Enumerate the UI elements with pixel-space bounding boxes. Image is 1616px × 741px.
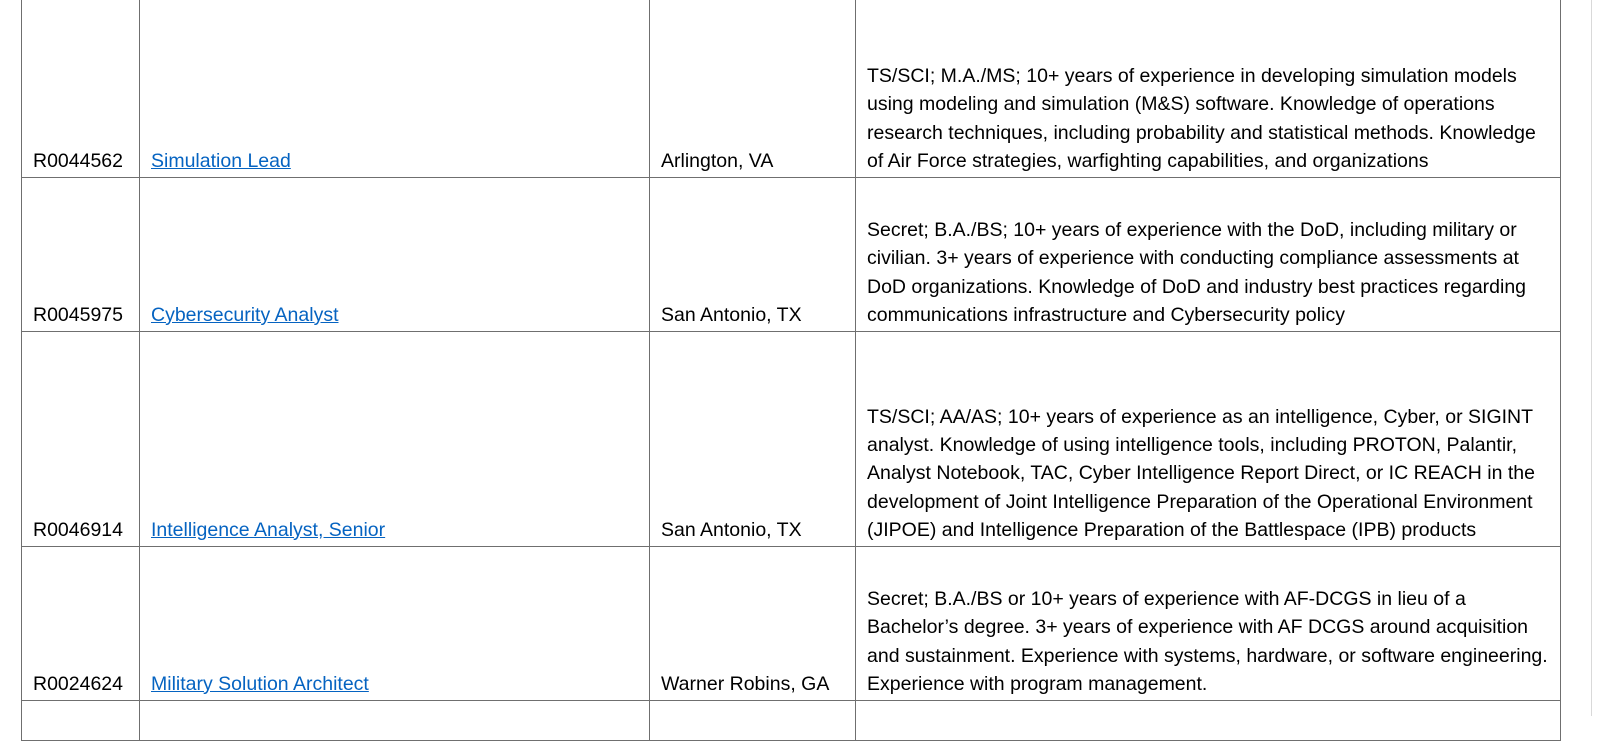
empty-cell [650,701,856,741]
job-title-link[interactable]: Cybersecurity Analyst [151,303,339,326]
job-location-cell: Arlington, VA [650,0,856,178]
empty-cell [856,701,1561,741]
table-row [22,0,1561,178]
jobs-table [21,0,1561,741]
empty-cell [140,701,650,741]
job-title-link[interactable]: Simulation Lead [151,149,291,172]
job-title-cell [140,332,650,547]
page-edge-divider [1591,0,1592,716]
job-location-cell: San Antonio, TX [650,178,856,332]
job-title-cell [140,0,650,178]
table-row [22,332,1561,547]
job-qualifications-cell: Secret; B.A./BS or 10+ years of experience with AF-DCGS in lieu of a Bachelor’s degree. 3+ years of experience with AF DCGS around acquisition and sustainment. Experience with systems, hardware, or software engineering. Experience with program management. [856,547,1561,701]
table-row [22,178,1561,332]
job-id-cell: R0045975 [22,178,140,332]
job-id-cell: R0046914 [22,332,140,547]
job-title-link[interactable]: Military Solution Architect [151,672,369,695]
job-qualifications-cell: TS/SCI; M.A./MS; 10+ years of experience in developing simulation models using modeling and simulation (M&S) software. Knowledge of operations research techniques, including probability and statistical methods. Knowledge of Air Force strategies, warfighting capabilities, and organizations [856,0,1561,178]
job-id-cell: R0044562 [22,0,140,178]
job-location-cell: Warner Robins, GA [650,547,856,701]
job-qualifications-cell: Secret; B.A./BS; 10+ years of experience with the DoD, including military or civilian. 3+ years of experience with conducting compliance assessments at DoD organizations. Knowledge of DoD and industry best practices regarding communications infrastructure and Cybersecurity policy [856,178,1561,332]
job-title-cell [140,178,650,332]
table-row-partial [22,701,1561,741]
empty-cell [22,701,140,741]
job-title-cell [140,547,650,701]
job-id-cell: R0024624 [22,547,140,701]
table-row [22,547,1561,701]
job-location-cell: San Antonio, TX [650,332,856,547]
job-title-link[interactable]: Intelligence Analyst, Senior [151,518,386,541]
job-qualifications-cell: TS/SCI; AA/AS; 10+ years of experience as an intelligence, Cyber, or SIGINT analyst. Knowledge of using intelligence tools, including PROTON, Palantir, Analyst Notebook, TAC, Cyber Intelligence Report Direct, or IC REACH in the development of Joint Intelligence Preparation of the Operational Environment (JIPOE) and Intelligence Preparation of the Battlespace (IPB) products [856,332,1561,547]
